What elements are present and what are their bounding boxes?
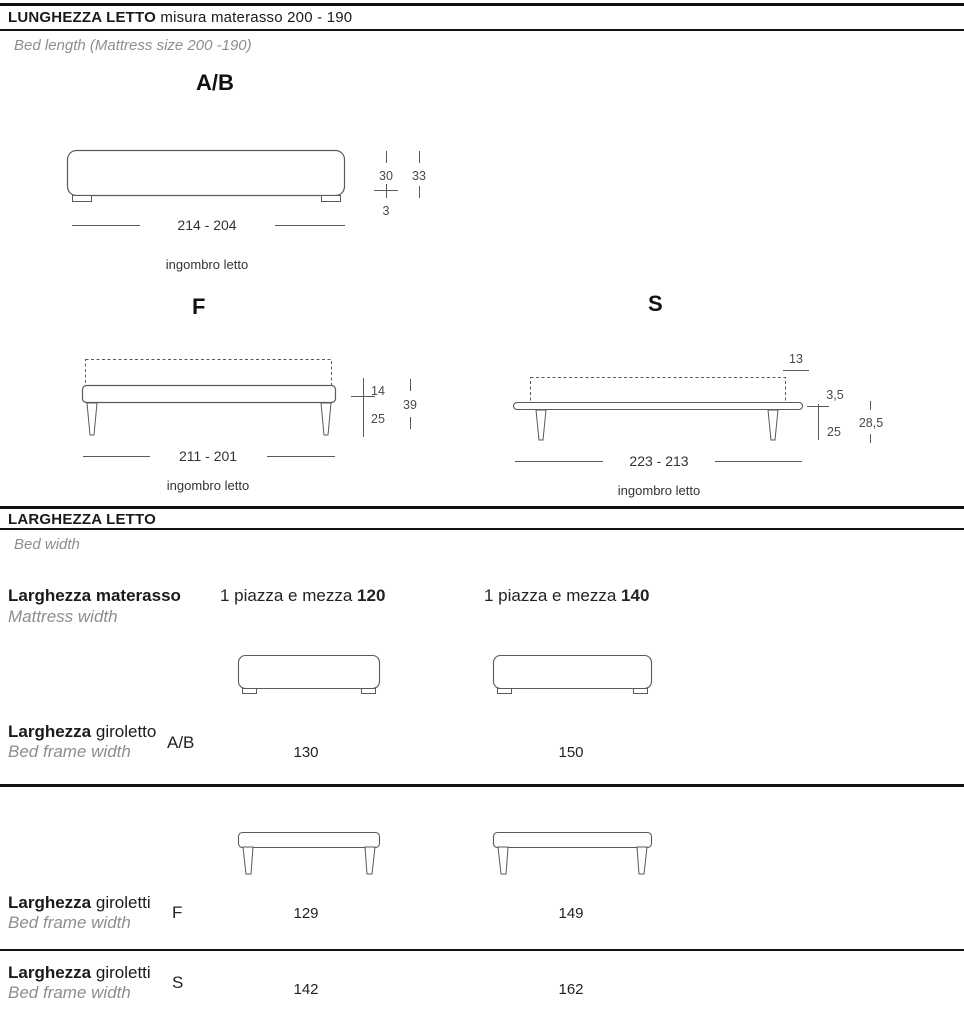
dim-tick (386, 151, 387, 163)
dim-tick (870, 401, 871, 410)
bed-ab-front-drawing-120 (236, 653, 382, 697)
dim-line (275, 225, 345, 226)
mattress-width-label-it: Larghezza materasso (8, 586, 181, 605)
variant-ab-label: A/B (196, 70, 234, 95)
dim-tick (807, 406, 829, 407)
dim-s-length: 223 - 213 (629, 453, 689, 469)
row-ab-value-140: 150 (558, 744, 584, 761)
top-rule (0, 3, 964, 6)
dim-f-frame-height: 14 (371, 384, 385, 398)
dim-f-leg-height: 25 (371, 412, 385, 426)
dim-f-length: 211 - 201 (178, 448, 238, 464)
dim-line (83, 456, 150, 457)
row-ab-value-120: 130 (293, 744, 319, 761)
dim-f-total-height: 39 (403, 398, 417, 412)
dim-tick (410, 417, 411, 429)
row-f-label-rest: giroletti (95, 893, 151, 912)
dim-tick (870, 434, 871, 443)
column-header-120-value: 120 (357, 586, 386, 605)
dim-s-frame-height: 3,5 (826, 388, 844, 402)
dim-s-leg-height: 25 (827, 425, 841, 439)
row-s-value-120: 142 (293, 981, 319, 998)
dim-tick (374, 190, 398, 191)
mattress-width-label-en: Mattress width (8, 607, 118, 626)
row-f-label-it (8, 893, 151, 912)
row-s-label-rest: giroletti (95, 963, 151, 982)
column-header-120-text: 1 piazza e mezza (220, 586, 353, 605)
row-f-label-en: Bed frame width (8, 913, 131, 932)
dim-s-total-height: 28,5 (858, 416, 884, 430)
column-header-140-text: 1 piazza e mezza (484, 586, 617, 605)
row-f-value-120: 129 (293, 905, 319, 922)
f-footprint-caption: ingombro letto (166, 478, 250, 493)
bed-s-side-drawing (508, 350, 808, 442)
row-ab-label-bold: Larghezza (8, 722, 92, 741)
variant-s-label: S (648, 291, 663, 316)
bed-f-front-drawing-140 (491, 830, 654, 876)
row-divider (0, 949, 964, 951)
width-header-rule (0, 528, 964, 530)
row-s-label-it (8, 963, 151, 982)
dim-line (363, 378, 364, 437)
dim-line (72, 225, 140, 226)
dim-ab-feet-height: 3 (382, 204, 390, 218)
row-s-value-140: 162 (558, 981, 584, 998)
row-ab-label-rest: giroletto (95, 722, 157, 741)
ab-footprint-caption: ingombro letto (165, 257, 249, 272)
variant-f-label: F (192, 294, 206, 319)
row-f-variant: F (172, 903, 183, 922)
dim-line (818, 404, 819, 440)
length-header-rule (0, 29, 964, 31)
bed-ab-side-drawing (62, 146, 350, 206)
dim-tick (410, 379, 411, 391)
length-section-subtitle: Bed length (Mattress size 200 -190) (14, 37, 252, 54)
column-header-140 (484, 586, 649, 606)
dim-tick (419, 186, 420, 198)
bed-f-side-drawing (78, 355, 340, 440)
row-divider (0, 784, 964, 787)
dim-ab-length: 214 - 204 (177, 217, 237, 233)
dim-line (267, 456, 335, 457)
row-s-label-bold: Larghezza (8, 963, 92, 982)
dim-ab-total-height: 33 (412, 169, 426, 183)
row-f-value-140: 149 (558, 905, 584, 922)
row-s-variant: S (172, 973, 184, 992)
dim-tick (419, 151, 420, 163)
dim-line (715, 461, 802, 462)
dim-tick (386, 184, 387, 198)
bed-f-front-drawing-120 (236, 830, 382, 876)
length-section-title (8, 9, 352, 26)
s-footprint-caption: ingombro letto (617, 483, 701, 498)
row-ab-label-en: Bed frame width (8, 742, 131, 761)
column-header-120 (220, 586, 385, 606)
dim-ab-frame-height: 30 (379, 169, 393, 183)
width-section-subtitle: Bed width (14, 536, 80, 553)
width-section-rule (0, 506, 964, 509)
row-ab-variant: A/B (167, 733, 195, 752)
column-header-140-value: 140 (621, 586, 650, 605)
length-section-title-suffix: misura materasso 200 - 190 (160, 9, 353, 26)
bed-ab-front-drawing-140 (491, 653, 654, 697)
row-s-label-en: Bed frame width (8, 983, 131, 1002)
dim-s-headboard-offset: 13 (789, 352, 803, 366)
row-ab-label-it (8, 722, 156, 741)
width-section-title: LARGHEZZA LETTO (8, 511, 156, 528)
length-section-title-it: LUNGHEZZA LETTO (8, 9, 156, 26)
row-f-label-bold: Larghezza (8, 893, 92, 912)
dim-line (515, 461, 603, 462)
